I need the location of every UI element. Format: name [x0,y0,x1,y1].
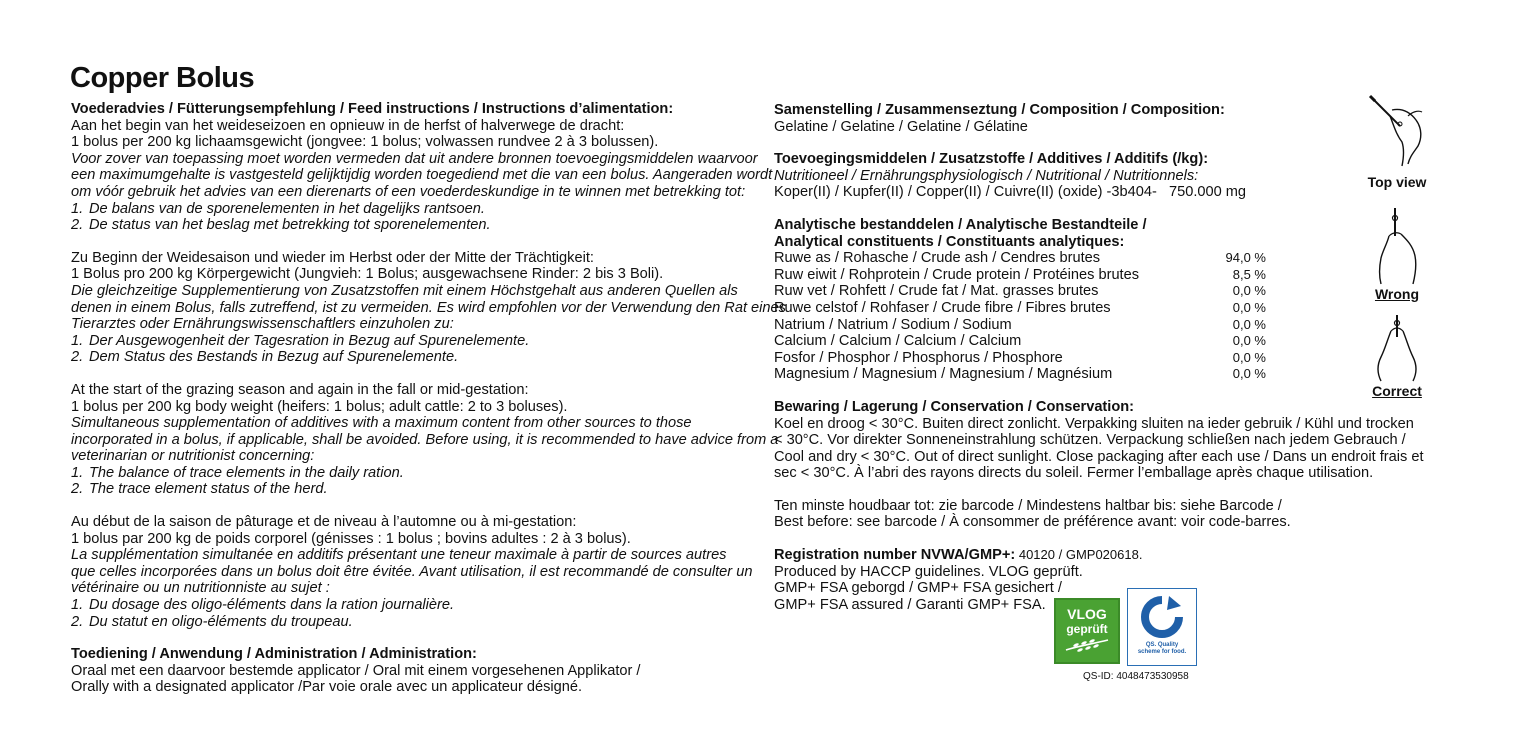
list-item: 2. The trace element status of the herd. [71,481,328,498]
en-italic-3: veterinarian or nutritionist concerning: [71,448,315,465]
correct-diagram [1352,313,1442,399]
additives-line: Koper(II) / Kupfer(II) / Copper(II) / Cuivre(II) (oxide) -3b404- 750.000 mg [774,184,1247,201]
feed-instructions-column [71,101,786,696]
list-item: 2. De status van het beslag met betrekking tot sporenelementen. [71,217,491,234]
analytical-heading-1: Analytische bestanddelen / Analytische Bestandteile / [774,216,1147,233]
registration-line: GMP+ FSA assured / Garanti GMP+ FSA. [774,596,1046,613]
en-section [71,381,779,498]
nl-section [71,117,773,234]
admin-line: Orally with a designated applicator /Par voie orale avec un applicateur désigné. [71,679,583,696]
additives-subheading: Nutritioneel / Ernährungsphysiologisch / Nutritional / Nutritionnels: [774,167,1199,184]
en-line1: At the start of the grazing season and again in the fall or mid-gestation: [71,381,529,398]
fr-italic-3: vétérinaire ou un nutritionniste au sujet : [71,580,330,597]
qs-logo-text-1: QS. Quality [1145,642,1179,648]
table-row: Ruwe as / Rohasche / Crude ash / Cendres brutes 94,0 % [774,250,1266,267]
wrong-label: Wrong [1374,286,1420,302]
wrong-diagram [1352,206,1442,302]
table-row: Calcium / Calcium / Calcium / Calcium 0,0 % [774,333,1266,350]
vlog-logo-text-1: VLOG [1067,606,1107,622]
vlog-logo-text-2: geprüft [1066,622,1108,636]
feed-heading: Voederadvies / Fütterungsempfehlung / Feed instructions / Instructions d’alimentation: [71,101,674,117]
qs-logo-text-2: scheme for food. [1137,649,1187,655]
list-item: 2. Dem Status des Bestands in Bezug auf Spurenelemente. [71,349,459,366]
table-row: Natrium / Natrium / Sodium / Sodium 0,0 % [774,316,1266,333]
en-italic-1: Simultaneous supplementation of additives with a maximum content from other sources to those [71,415,692,432]
composition-heading: Samenstelling / Zusammenseztung / Composition / Composition: [774,102,1225,118]
qs-logo [1127,588,1197,666]
storage-heading: Bewaring / Lagerung / Conservation / Conservation: [774,398,1135,415]
list-item: 1. De balans van de sporenelementen in het dagelijks rantsoen. [71,200,485,217]
composition-text: Gelatine / Gelatine / Gelatine / Gélatine [774,118,1028,135]
fr-italic-2: que celles incorporées dans un bolus doit être évitée. Avant utilisation, il est recommandé de consulter un [71,563,753,580]
de-italic-3: Tierarztes oder Ernährungswissenschaftlers einzuholen zu: [71,316,454,333]
de-line2: 1 Bolus pro 200 kg Körpergewicht (Jungvieh: 1 Bolus; ausgewachsene Rinder: 2 bis 3 Boli). [71,266,664,283]
nl-italic-2: een maximumgehalte is vastgesteld gelijktijdig worden toegediend met die van een bolus. Aangeraden wordt [71,167,773,184]
list-item: 1. Du dosage des oligo-éléments dans la ration journalière. [71,597,455,614]
list-item: 1. The balance of trace elements in the daily ration. [71,464,404,481]
wheat-icon [1062,636,1112,654]
en-line2: 1 bolus per 200 kg body weight (heifers: 1 bolus; adult cattle: 2 to 3 boluses). [71,398,568,415]
table-row: Ruwe celstof / Rohfaser / Crude fibre / Fibres brutes 0,0 % [774,299,1266,316]
storage-line: sec < 30°C. À l’abri des rayons directs du soleil. Fermer l’emballage après chaque utilisation. [774,465,1374,482]
nl-line1: Aan het begin van het weideseizoen en opnieuw in de herfst of halverwege de dracht: [71,117,625,134]
de-italic-1: Die gleichzeitige Supplementierung von Zusatzstoffen mit einem Höchstgehalt aus anderen Quellen als [71,282,738,299]
registration-line: GMP+ FSA geborgd / GMP+ FSA gesichert / [774,580,1062,597]
page-title: Copper Bolus [70,62,255,94]
de-italic-2: denen in einem Bolus, falls zutreffend, ist zu vermeiden. Es wird empfohlen vor der Verwendung den Rat eines [71,299,786,316]
table-row: Ruw eiwit / Rohprotein / Crude protein / Protéines brutes 8,5 % [774,266,1266,283]
nl-italic-1: Voor zover van toepassing moet worden vermeden dat uit andere bronnen toevoegingsmiddelen waarvoor [71,150,758,167]
nl-italic-3: om vóór gebruik het advies van een dierenarts of een voederdeskundige in te winnen met betrekking tot: [71,183,746,200]
top-view-diagram [1352,94,1442,190]
admin-heading: Toediening / Anwendung / Administration / Administration: [71,646,477,663]
cow-applicator-correct-icon [1367,313,1427,383]
cow-applicator-top-icon [1362,94,1432,174]
de-section [71,249,786,366]
de-line1: Zu Beginn der Weidesaison und wieder im Herbst oder der Mitte der Trächtigkeit: [71,249,594,266]
fr-line1: Au début de la saison de pâturage et de niveau à l’automne ou à mi-gestation: [71,514,577,531]
table-row: Ruw vet / Rohfett / Crude fat / Mat. grasses brutes 0,0 % [774,283,1266,300]
qs-id: QS-ID: 4048473530958 [1083,671,1189,682]
list-item: 1. Der Ausgewogenheit der Tagesration in Bezug auf Spurenelemente. [71,332,530,349]
admin-line: Oraal met een daarvoor bestemde applicator / Oral mit einem vorgesehenen Applikator / [71,662,641,679]
best-before-line: Best before: see barcode / À consommer de préférence avant: voir code-barres. [774,514,1291,531]
nl-line2: 1 bolus per 200 kg lichaamsgewicht (jongvee: 1 bolus; volwassen rundvee 2 à 3 bolussen). [71,134,659,151]
analytical-heading-2: Analytical constituents / Constituants analytiques: [774,233,1125,250]
registration-line: Produced by HACCP guidelines. VLOG geprüft. [774,563,1083,580]
storage-line: Koel en droog < 30°C. Buiten direct zonlicht. Verpakking sluiten na ieder gebruik / Kühl und trocken [774,415,1414,432]
registration-line: Registration number NVWA/GMP+: 40120 / GMP020618. [774,547,1143,564]
cow-applicator-wrong-icon [1367,206,1427,286]
table-row: Magnesium / Magnesium / Magnesium / Magnésium 0,0 % [774,366,1266,383]
vlog-logo [1054,598,1120,664]
storage-line: Cool and dry < 30°C. Out of direct sunlight. Close packaging after each use / Dans un endroit frais et [774,448,1424,465]
correct-label: Correct [1372,383,1422,399]
list-item: 2. Du statut en oligo-éléments du troupeau. [71,613,353,630]
best-before-line: Ten minste houdbaar tot: zie barcode / Mindestens haltbar bis: siehe Barcode / [774,497,1282,514]
table-row: Fosfor / Phosphor / Phosphorus / Phosphore 0,0 % [774,349,1266,366]
additives-heading: Toevoegingsmiddelen / Zusatzstoffe / Additives / Additifs (/kg): [774,151,1209,168]
fr-section [71,514,761,630]
fr-italic-1: La supplémentation simultanée en additifs présentant une teneur maximale à partir de sources autres [71,547,727,564]
storage-line: < 30°C. Vor direkter Sonneneinstrahlung schützen. Verpackung schließen nach jedem Gebrauch / [774,432,1406,449]
qs-arrow-icon [1137,592,1187,642]
en-italic-2: incorporated in a bolus, if applicable, shall be avoided. Before using, it is recommended to have advice from a [71,431,779,448]
fr-line2: 1 bolus par 200 kg de poids corporel (génisses : 1 bolus ; bovins adultes : 2 à 3 bolus). [71,530,631,547]
top-view-label: Top view [1367,174,1427,190]
